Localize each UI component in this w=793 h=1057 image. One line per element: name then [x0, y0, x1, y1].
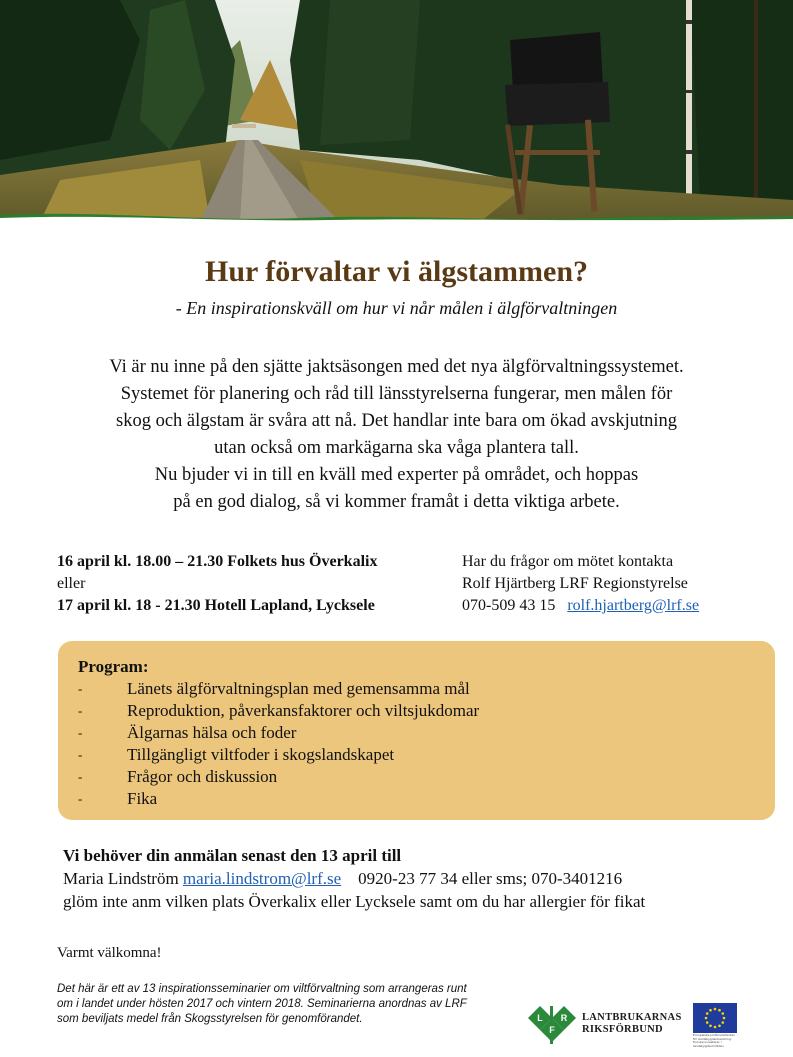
- event-date-overkalix: 16 april kl. 18.00 – 21.30 Folkets hus Överkalix: [57, 553, 378, 570]
- event-date-lycksele: 17 april kl. 18 - 21.30 Hotell Lapland, Lycksele: [57, 597, 375, 614]
- lrf-letter-l: L: [537, 1013, 543, 1023]
- program-item: - Älgarnas hälsa och foder: [78, 723, 297, 742]
- program-item: - Frågor och diskussion: [78, 767, 278, 786]
- header-photo: [0, 0, 793, 222]
- event-or: eller: [57, 575, 86, 592]
- contact-info: [462, 551, 699, 617]
- lrf-emblem-icon: [526, 1000, 578, 1046]
- lrf-wordmark: [582, 1012, 682, 1036]
- contact-line: [462, 595, 699, 617]
- bullet: -: [78, 703, 83, 718]
- program-list: [78, 678, 775, 810]
- lrf-letter-r: R: [560, 1013, 568, 1023]
- intro-line: Vi är nu inne på den sjätte jaktsäsongen med det nya älgförvaltningssystemet.: [109, 357, 684, 377]
- bullet: -: [78, 681, 83, 696]
- page-subtitle: - En inspirationskväll om hur vi når målen i älgförvaltningen: [175, 298, 618, 318]
- eu-logo: [693, 1003, 737, 1053]
- intro-line: Nu bjuder vi in till en kväll med experter på området, och hoppas: [154, 465, 639, 485]
- lrf-letter-f: F: [549, 1025, 555, 1035]
- program-heading: Program:: [78, 657, 149, 676]
- lrf-line2: RIKSFÖRBUND: [582, 1024, 663, 1035]
- registration-email-link[interactable]: maria.lindstrom@lrf.se: [182, 869, 342, 888]
- registration-heading: Vi behöver din anmälan senast den 13 april till: [63, 846, 402, 865]
- lrf-line1: LANTBRUKARNAS: [582, 1012, 682, 1023]
- contact-name: Rolf Hjärtberg LRF Regionstyrelse: [462, 575, 688, 592]
- event-details: [57, 551, 377, 617]
- bullet: -: [78, 791, 83, 806]
- registration-contact: [63, 867, 645, 890]
- bullet: -: [78, 769, 83, 784]
- lrf-logo: [526, 1000, 686, 1046]
- intro-line: skog och älgstam är svåra att nå. Det handlar inte bara om ökad avskjutning: [116, 411, 677, 431]
- intro-line: på en god dialog, så vi kommer framåt i detta viktiga arbete.: [173, 492, 620, 512]
- registration-name: Maria Lindström: [63, 869, 179, 888]
- program-item: - Reproduktion, påverkansfaktorer och viltsjukdomar: [78, 701, 480, 720]
- registration-note: glöm inte anm vilken plats Överkalix eller Lycksele samt om du har allergier för fikat: [63, 892, 646, 911]
- footnote: Det här är ett av 13 inspirationsseminarier om viltförvaltning som arrangeras runt om i landet under hösten 2017 och vintern 2018. Seminarierna anordnas av LRF som beviljats medel från Skogsstyrelsen för genomförandet.: [57, 983, 467, 1025]
- eu-flag-icon: [693, 1003, 737, 1033]
- program-item: - Tillgängligt viltfoder i skogslandskapet: [78, 745, 395, 764]
- contact-phone: 070-509 43 15: [462, 597, 556, 614]
- intro-line: Systemet för planering och råd till länsstyrelserna fungerar, men målen för: [120, 384, 673, 404]
- contact-email-link[interactable]: rolf.hjartberg@lrf.se: [567, 597, 700, 614]
- intro-line: utan också om markägarna ska våga plantera tall.: [214, 438, 579, 458]
- registration-info: [63, 844, 645, 913]
- welcome-text: Varmt välkomna!: [57, 945, 162, 961]
- bullet: -: [78, 725, 83, 740]
- contact-intro: Har du frågor om mötet kontakta: [462, 553, 674, 570]
- registration-phones: 0920-23 77 34 eller sms; 070-3401216: [358, 869, 623, 888]
- eu-caption: Europeiska jordbruksfonden för landsbygdsutveckling: Europa investerar i landsbygdsområden: [693, 1033, 735, 1048]
- page-title: Hur förvaltar vi älgstammen?: [204, 255, 588, 288]
- program-item: - Fika: [78, 789, 158, 808]
- program-box: [58, 641, 775, 820]
- intro-paragraph: [40, 354, 753, 516]
- program-item: - Länets älgförvaltningsplan med gemensamma mål: [78, 679, 470, 698]
- bullet: -: [78, 747, 83, 762]
